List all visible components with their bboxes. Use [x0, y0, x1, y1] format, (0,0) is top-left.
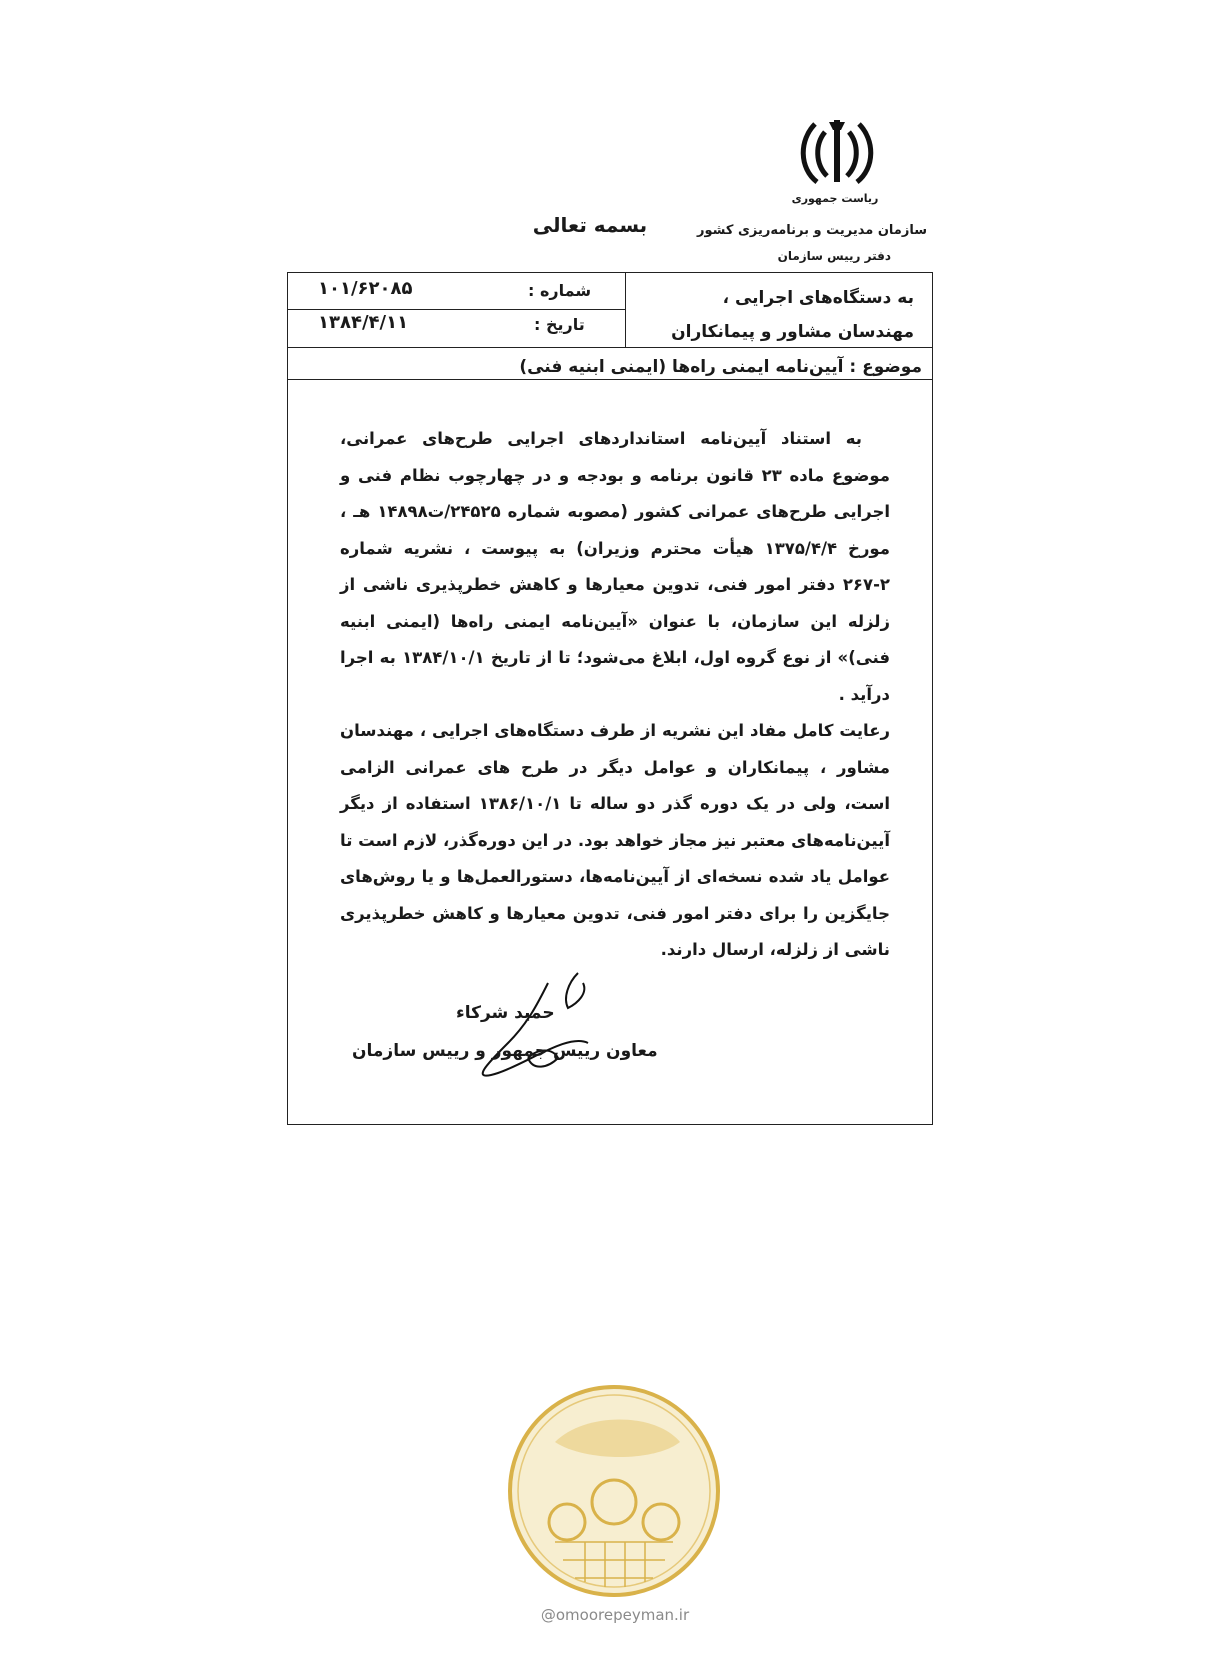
date-label: تاریخ : — [534, 315, 585, 334]
header-divider — [288, 309, 625, 310]
letter-body — [340, 421, 890, 969]
letter-number: ۱۰۱/۶۲۰۸۵ — [318, 278, 413, 299]
organization-name: سازمان مدیریت و برنامه‌ریزی کشور — [697, 223, 927, 238]
handwritten-signature — [428, 963, 608, 1093]
signer-name: حمید شرکاء — [456, 1003, 555, 1023]
letter-date: ۱۳۸۴/۴/۱۱ — [318, 312, 409, 333]
omoor-peyman-seal-icon — [505, 1382, 723, 1600]
body-paragraph: به استناد آیین‌نامه استانداردهای اجرایی طرح‌های عمرانی، موضوع ماده ۲۳ قانون برنامه و بودجه و در چهارچوب نظام فنی و اجرایی طرح‌های عمرانی کشور (مصوبه شماره ۲۴۵۲۵/ت۱۴۸۹۸ هـ ، مورخ ۱۳۷۵/۴/۴ هیأت محترم وزیران) به پیوست ، نشریه شماره ۲-۲۶۷ دفتر امور فنی، تدوین معیارها و کاهش خطرپذیری ناشی از زلزله این سازمان، با عنوان «آیین‌نامه ایمنی راه‌ها (ایمنی ابنیه فنی)» از نوع گروه اول، ابلاغ می‌شود؛ تا از تاریخ ۱۳۸۴/۱۰/۱ به اجرا درآید . — [340, 429, 890, 704]
letter-header — [288, 273, 932, 348]
letter-frame — [287, 272, 933, 1125]
recipient: به دستگاه‌های اجرایی ، مهندسان مشاور و پیمانکاران — [671, 288, 914, 342]
invocation-heading: بسمه تعالی — [532, 213, 648, 237]
letter-subject: موضوع : آیین‌نامه ایمنی راه‌ها (ایمنی ابنیه فنی) — [519, 357, 922, 377]
header-divider — [625, 273, 626, 347]
signer-title: معاون رییس جمهور و رییس سازمان — [352, 1041, 658, 1061]
subject-divider — [288, 379, 932, 380]
body-paragraph: رعایت کامل مفاد این نشریه از طرف دستگاه‌های اجرایی ، مهندسان مشاور ، پیمانکاران و عوامل دیگر در طرح های عمرانی الزامی است، ولی در یک دوره گذر دو ساله تا ۱۳۸۶/۱۰/۱ استفاده از دیگر آیین‌نامه‌های معتبر نیز مجاز خواهد بود. در این دوره‌گذر، لازم است تا عوامل یاد شده نسخه‌ای از آیین‌نامه‌ها، دستورالعمل‌ها و یا روش‌های جایگزین را برای دفتر امور فنی، تدوین معیارها و کاهش خطرپذیری ناشی از زلزله، ارسال دارند. — [340, 721, 890, 959]
organization-office: دفتر رییس سازمان — [777, 249, 891, 263]
emblem-caption: ریاست جمهوری — [791, 192, 879, 205]
watermark-url: @omoorepeyman.ir — [540, 1606, 690, 1624]
iran-emblem-icon — [795, 118, 879, 190]
number-label: شماره : — [528, 281, 592, 300]
